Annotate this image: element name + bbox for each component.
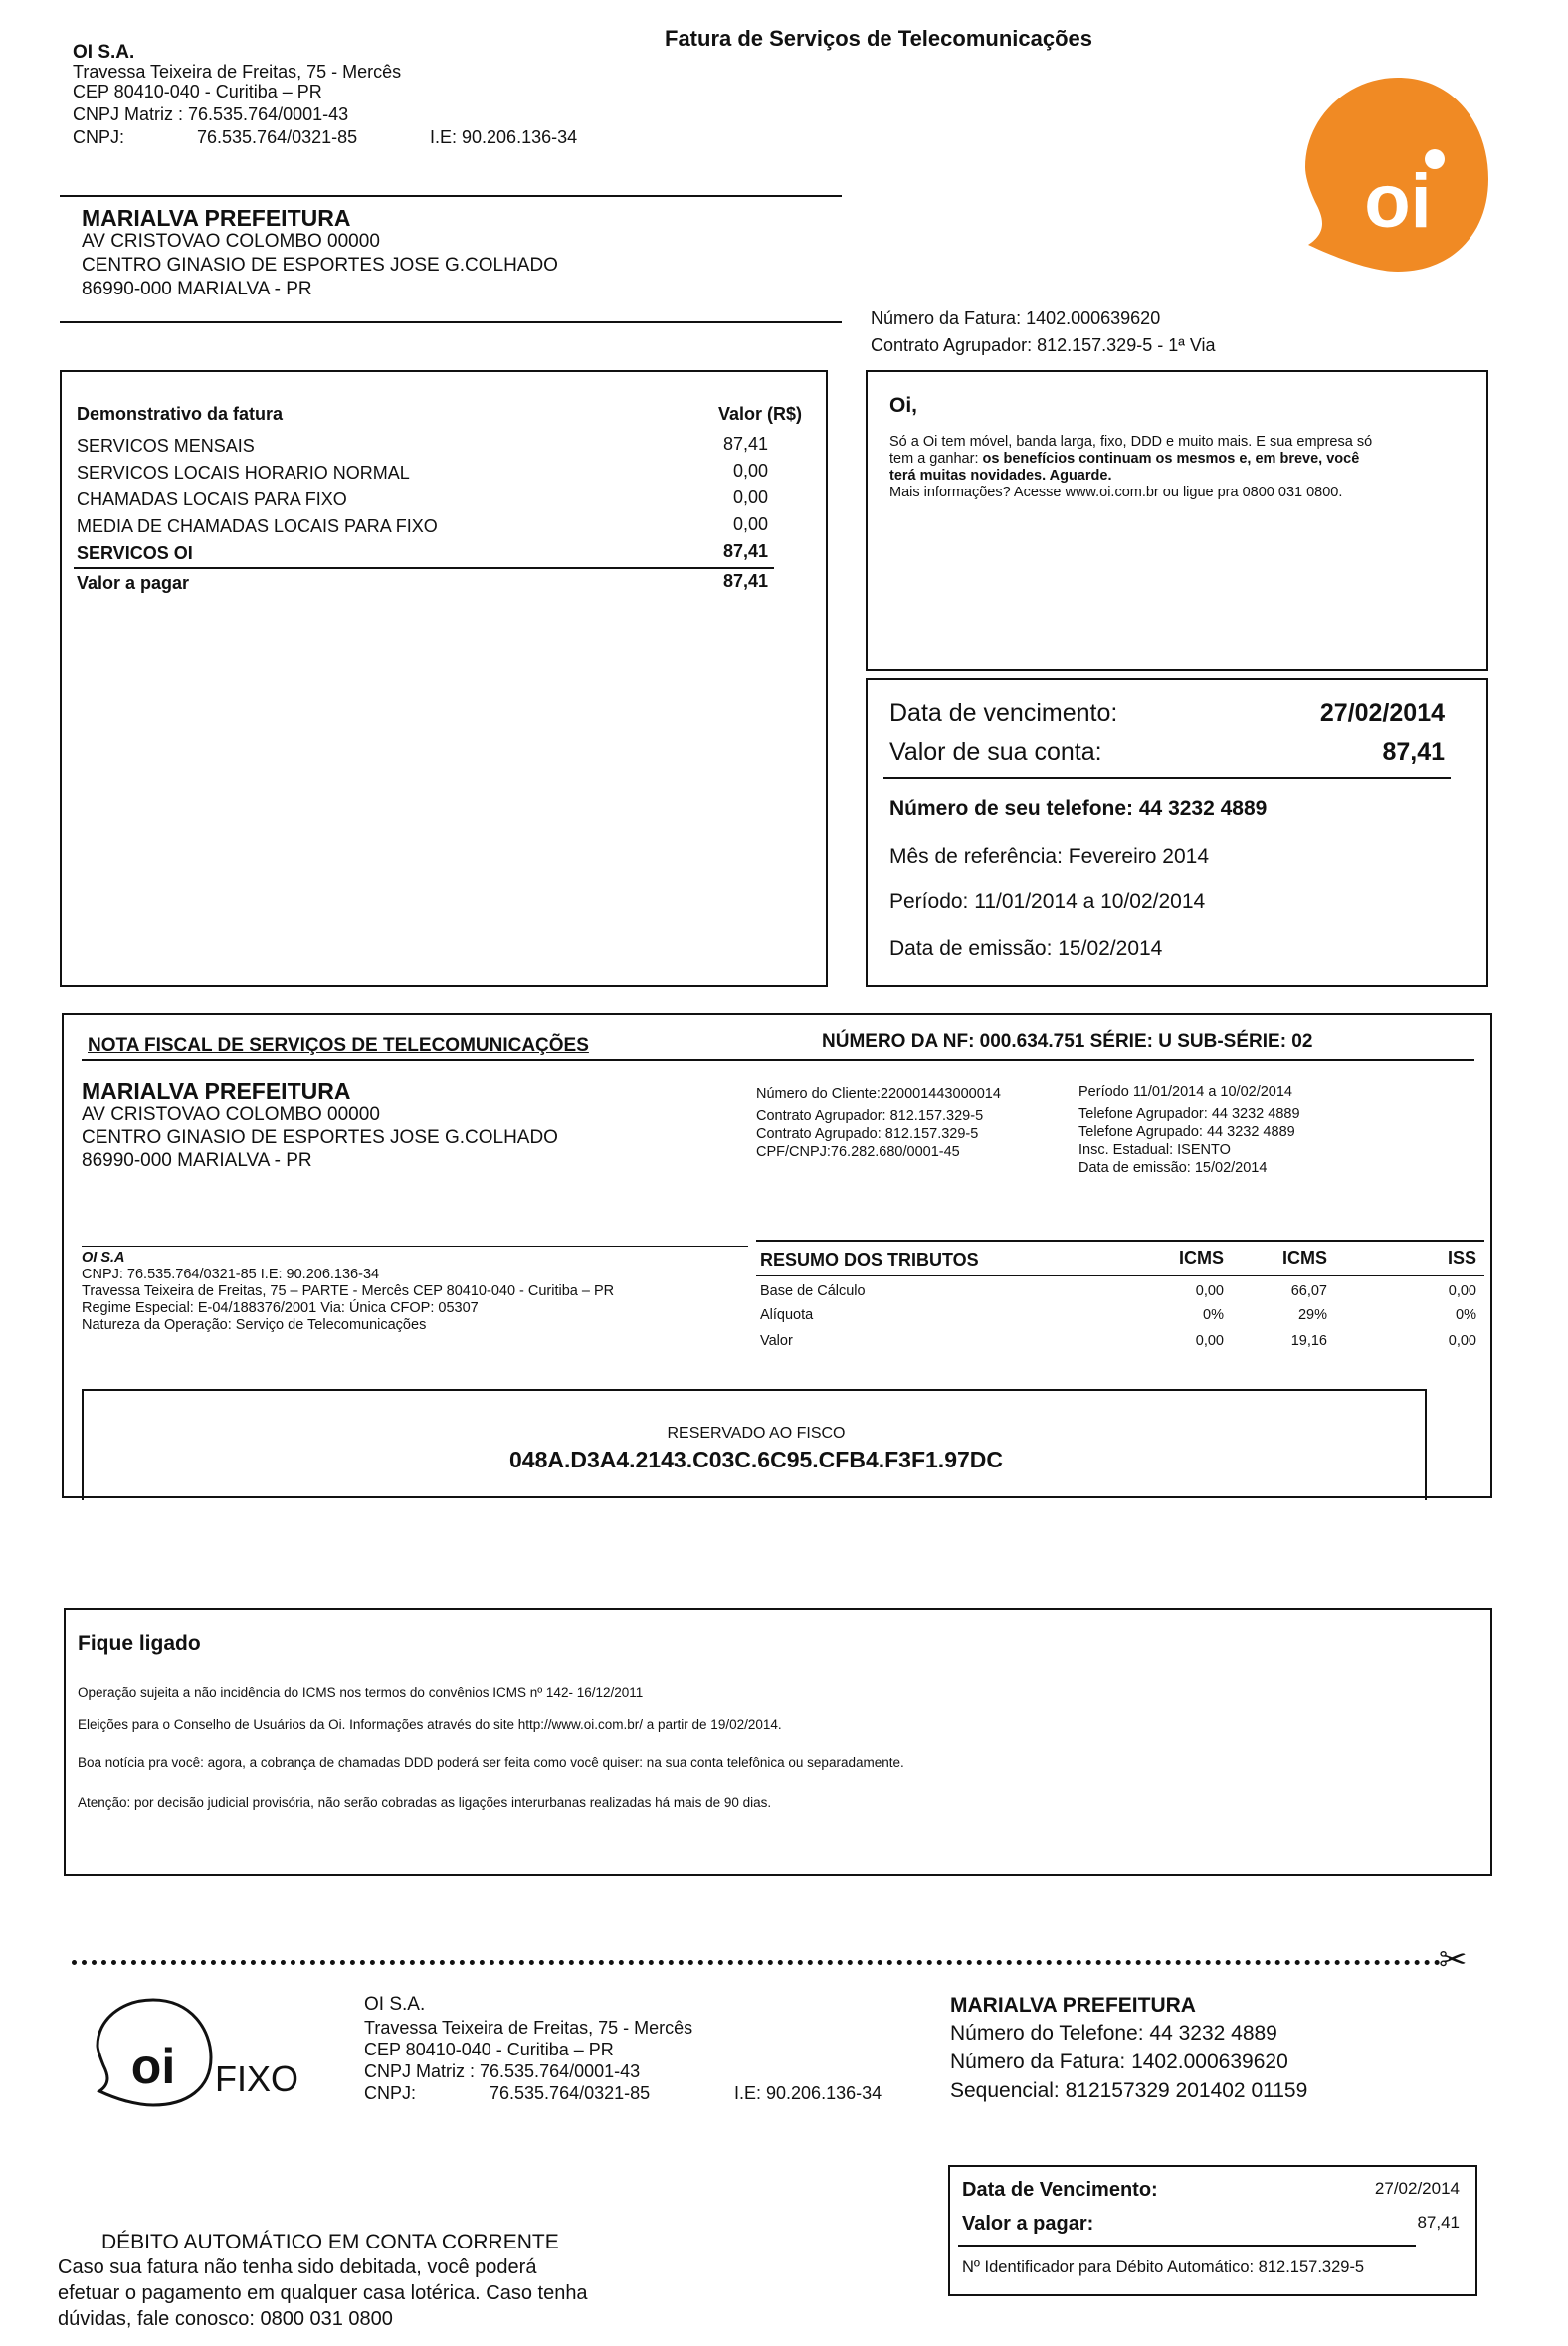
debito-text: dúvidas, fale conosco: 0800 031 0800 (58, 2308, 393, 2330)
issuer-regime: Regime Especial: E-04/188376/2001 Via: Única CFOP: 05307 (82, 1300, 479, 1316)
company-ie: I.E: 90.206.136-34 (430, 127, 578, 147)
demo-row-value: 0,00 (732, 514, 768, 534)
tributos-divider (756, 1240, 1484, 1242)
tributos-header-icms: ICMS (1282, 1248, 1327, 1268)
message-greeting: Oi, (889, 394, 918, 417)
tributos-header-divider (756, 1275, 1484, 1276)
stub-phone: Número do Telefone: 44 3232 4889 (950, 2022, 1277, 2045)
contract-grouped: Contrato Agrupado: 812.157.329-5 (756, 1126, 979, 1142)
notice-title: Fique ligado (78, 1632, 201, 1655)
stub-ie: I.E: 90.206.136-34 (734, 2083, 882, 2103)
tributo-row-value: 0,00 (1448, 1283, 1476, 1299)
due-date-label: Data de vencimento: (889, 699, 1118, 727)
oi-logo-text: oi (1364, 159, 1432, 244)
tributo-row-value: 19,16 (1290, 1333, 1327, 1349)
nota-period: Período 11/01/2014 a 10/02/2014 (1078, 1084, 1293, 1100)
state-registration: Insc. Estadual: ISENTO (1078, 1142, 1231, 1158)
issue-date: Data de emissão: 15/02/2014 (889, 937, 1163, 960)
message-line: Só a Oi tem móvel, banda larga, fixo, DDD e muito mais. E sua empresa só (889, 434, 1373, 450)
demonstrativo-box (60, 370, 828, 987)
tributos-title: RESUMO DOS TRIBUTOS (760, 1250, 979, 1270)
tributo-row-value: 66,07 (1290, 1283, 1327, 1299)
demo-row-value: 87,41 (722, 434, 768, 454)
stub-amount-label: Valor a pagar: (962, 2213, 1094, 2235)
demonstrativo-header-label: Demonstrativo da fatura (77, 404, 284, 424)
stub-amount-value: 87,41 (1417, 2213, 1460, 2232)
nota-customer-name: MARIALVA PREFEITURA (82, 1078, 351, 1104)
stub-invoice: Número da Fatura: 1402.000639620 (950, 2051, 1288, 2073)
company-cep: CEP 80410-040 - Curitiba – PR (73, 82, 322, 101)
debit-identifier: Nº Identificador para Débito Automático: 812.157.329-5 (962, 2258, 1365, 2276)
tributo-row-value: 0,00 (1448, 1333, 1476, 1349)
debito-text: efetuar o pagamento em qualquer casa lotérica. Caso tenha (58, 2282, 588, 2304)
reference-month: Mês de referência: Fevereiro 2014 (889, 845, 1209, 868)
stub-cnpj-label: CNPJ: (364, 2083, 417, 2103)
demo-row-label: CHAMADAS LOCAIS PARA FIXO (77, 489, 347, 509)
demo-subtotal-value: 87,41 (722, 541, 768, 561)
issuer-address: Travessa Teixeira de Freitas, 75 – PARTE - Mercês CEP 80410-040 - Curitiba – PR (82, 1283, 615, 1299)
issuer-nature: Natureza da Operação: Serviço de Telecomunicações (82, 1317, 427, 1333)
summary-box (866, 678, 1488, 987)
demo-total-divider (74, 567, 774, 569)
customer-line3: 86990-000 MARIALVA - PR (82, 279, 312, 299)
notice-paragraph: Operação sujeita a não incidência do ICMS nos termos do convênios ICMS nº 142- 16/12/2011 (78, 1685, 644, 1700)
debito-text: Caso sua fatura não tenha sido debitada, você poderá (58, 2256, 537, 2278)
amount-label: Valor de sua conta: (889, 738, 1102, 766)
company-address: Travessa Teixeira de Freitas, 75 - Mercês (73, 62, 402, 82)
tributo-row-label: Alíquota (760, 1307, 814, 1323)
billing-period: Período: 11/01/2014 a 10/02/2014 (889, 890, 1206, 913)
due-date-value: 27/02/2014 (1319, 699, 1445, 727)
message-line-start: tem a ganhar: (889, 451, 979, 467)
invoice-contract: Contrato Agrupador: 812.157.329-5 - 1ª Via (871, 335, 1216, 355)
amount-value: 87,41 (1382, 738, 1445, 766)
contract-grouper: Contrato Agrupador: 812.157.329-5 (756, 1108, 984, 1124)
client-number: Número do Cliente:220001443000014 (756, 1086, 1001, 1102)
nota-customer-line1: AV CRISTOVAO COLOMBO 00000 (82, 1104, 380, 1125)
stub-company: OI S.A. (364, 1994, 426, 2015)
issuer-name: OI S.A (82, 1250, 125, 1266)
notice-box (64, 1608, 1492, 1876)
document-title: Fatura de Serviços de Telecomunicações (665, 26, 1092, 51)
cut-line (72, 1960, 1441, 1965)
message-line-bold: os benefícios continuam os mesmos e, em breve, você (982, 451, 1360, 467)
cpf-cnpj: CPF/CNPJ:76.282.680/0001-45 (756, 1144, 960, 1160)
fisco-label: RESERVADO AO FISCO (667, 1425, 846, 1442)
summary-divider (883, 777, 1451, 779)
nota-fiscal-box (62, 1013, 1492, 1498)
company-name: OI S.A. (73, 42, 135, 63)
demo-subtotal-label: SERVICOS OI (77, 543, 193, 563)
header-divider (60, 195, 842, 197)
tributo-row-label: Base de Cálculo (760, 1283, 866, 1299)
demo-row-label: SERVICOS MENSAIS (77, 436, 255, 456)
tributo-row-value: 0% (1203, 1307, 1224, 1323)
stub-cep: CEP 80410-040 - Curitiba – PR (364, 2040, 614, 2059)
demo-total-value: 87,41 (722, 571, 768, 591)
demonstrativo-header-value: Valor (R$) (718, 404, 803, 424)
customer-line2: CENTRO GINASIO DE ESPORTES JOSE G.COLHADO (82, 255, 558, 276)
notice-paragraph: Boa notícia pra você: agora, a cobrança de chamadas DDD poderá ser feita como você quiser: na sua conta telefônica ou separadamente. (78, 1755, 904, 1770)
message-line (889, 451, 1359, 467)
notice-paragraph: Eleições para o Conselho de Usuários da Oi. Informações através do site http://www.oi.com.br/ a partir de 19/02/2014. (78, 1717, 782, 1732)
stub-address: Travessa Teixeira de Freitas, 75 - Mercês (364, 2018, 693, 2038)
phone-grouped: Telefone Agrupado: 44 3232 4889 (1078, 1124, 1295, 1140)
issuer-cnpj: CNPJ: 76.535.764/0321-85 I.E: 90.206.136-34 (82, 1267, 380, 1282)
scissors-icon: ✂ (1439, 1941, 1468, 1979)
message-line: terá muitas novidades. Aguarde. (889, 468, 1112, 484)
debito-title: DÉBITO AUTOMÁTICO EM CONTA CORRENTE (101, 2231, 559, 2253)
fisco-box (82, 1389, 1427, 1500)
message-box (866, 370, 1488, 671)
tributo-row-value: 0% (1456, 1307, 1476, 1323)
demo-row-value: 0,00 (732, 488, 768, 507)
stub-payment-divider (958, 2245, 1416, 2247)
nota-issue-date: Data de emissão: 15/02/2014 (1078, 1160, 1268, 1176)
company-cnpj-label: CNPJ: (73, 127, 125, 147)
tributo-row-value: 29% (1297, 1307, 1327, 1323)
tributo-row-label: Valor (760, 1333, 793, 1349)
fisco-code: 048A.D3A4.2143.C03C.6C95.CFB4.F3F1.97DC (508, 1447, 1004, 1472)
stub-due-label: Data de Vencimento: (962, 2179, 1158, 2201)
oi-fixo-logo-suffix: FIXO (215, 2058, 299, 2099)
issuer-divider (82, 1246, 748, 1247)
demo-row-value: 0,00 (732, 461, 768, 481)
demo-total-label: Valor a pagar (77, 573, 190, 593)
demo-row-label: SERVICOS LOCAIS HORARIO NORMAL (77, 463, 410, 483)
tributo-row-value: 0,00 (1195, 1333, 1224, 1349)
nota-customer-line2: CENTRO GINASIO DE ESPORTES JOSE G.COLHADO (82, 1127, 558, 1148)
customer-line1: AV CRISTOVAO COLOMBO 00000 (82, 231, 380, 252)
stub-cnpj-matriz: CNPJ Matriz : 76.535.764/0001-43 (364, 2061, 641, 2081)
nota-customer-line3: 86990-000 MARIALVA - PR (82, 1150, 312, 1171)
phone-grouper: Telefone Agrupador: 44 3232 4889 (1078, 1106, 1300, 1122)
oi-fixo-logo-text: oi (130, 2039, 176, 2094)
demo-row-label: MEDIA DE CHAMADAS LOCAIS PARA FIXO (77, 516, 438, 536)
tributo-row-value: 0,00 (1195, 1283, 1224, 1299)
customer-divider (60, 321, 842, 323)
notice-paragraph: Atenção: por decisão judicial provisória, não serão cobradas as ligações interurbanas realizadas há mais de 90 dias. (78, 1795, 772, 1810)
message-line: Mais informações? Acesse www.oi.com.br ou ligue pra 0800 031 0800. (889, 485, 1343, 500)
invoice-number: Número da Fatura: 1402.000639620 (871, 308, 1161, 328)
company-cnpj-value: 76.535.764/0321-85 (197, 127, 358, 147)
stub-payment-box (948, 2165, 1477, 2296)
oi-fixo-logo (92, 1990, 310, 2109)
tributos-header-icms: ICMS (1179, 1248, 1224, 1268)
nf-number: NÚMERO DA NF: 000.634.751 SÉRIE: U SUB-SÉRIE: 02 (822, 1031, 1313, 1052)
stub-due-value: 27/02/2014 (1374, 2179, 1460, 2198)
stub-cnpj-value: 76.535.764/0321-85 (490, 2083, 651, 2103)
phone-number: Número de seu telefone: 44 3232 4889 (889, 797, 1268, 820)
stub-customer: MARIALVA PREFEITURA (950, 1994, 1196, 2017)
company-cnpj-matriz: CNPJ Matriz : 76.535.764/0001-43 (73, 104, 349, 124)
stub-sequence: Sequencial: 812157329 201402 01159 (950, 2079, 1308, 2102)
nota-title: NOTA FISCAL DE SERVIÇOS DE TELECOMUNICAÇÕES (88, 1035, 589, 1056)
oi-logo (1293, 68, 1492, 287)
customer-name: MARIALVA PREFEITURA (82, 205, 351, 231)
tributos-header-iss: ISS (1447, 1248, 1476, 1268)
nota-divider (82, 1059, 1474, 1061)
